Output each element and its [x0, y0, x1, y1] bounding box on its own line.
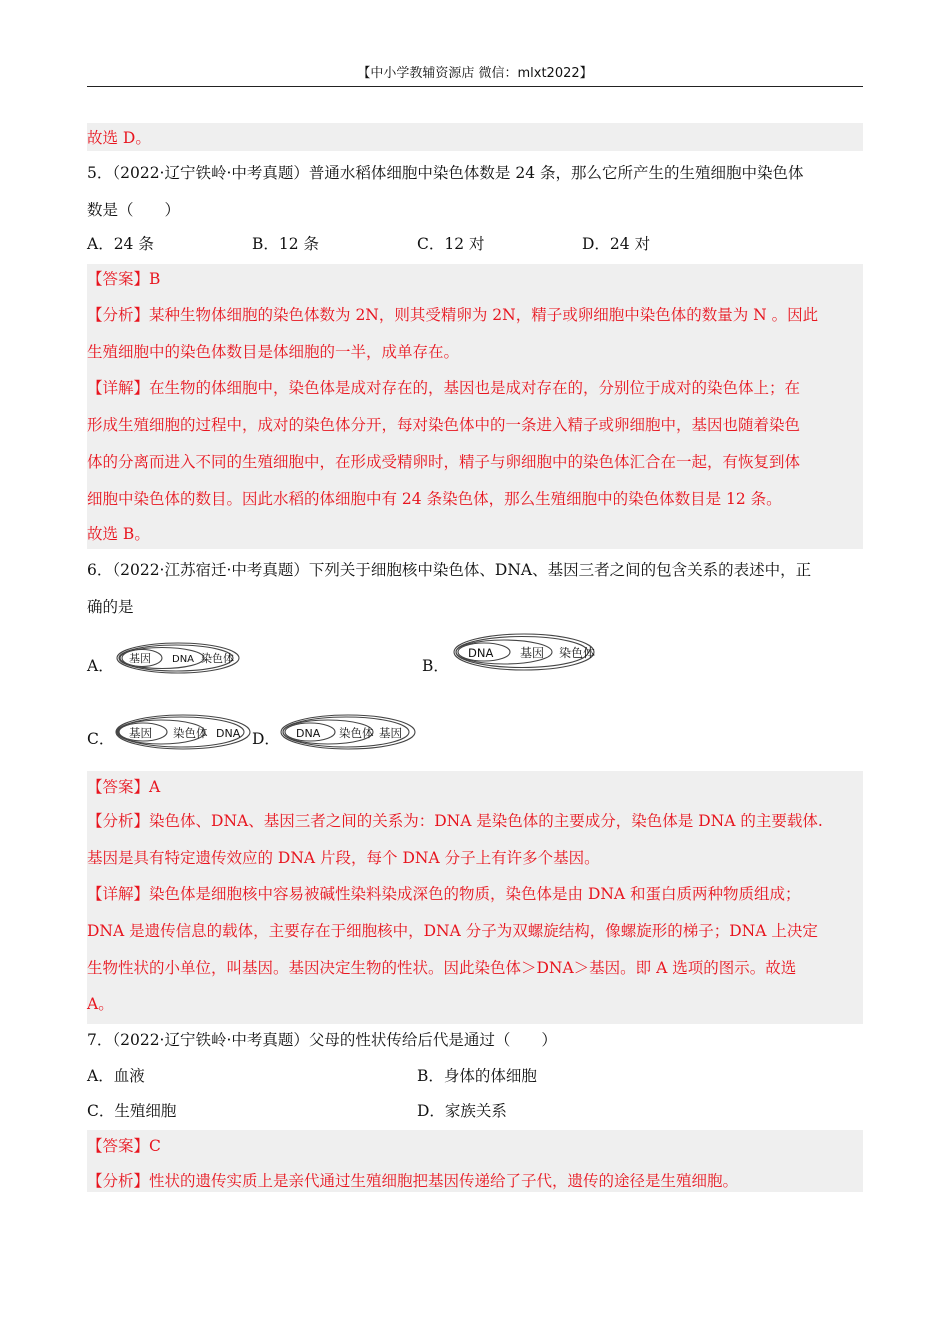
q6-option-c-diagram	[113, 712, 253, 752]
q6-answer-tag: 【答案】	[87, 778, 150, 796]
a-label-gene: 基因	[129, 652, 151, 665]
q7-option-d: D．家族关系	[417, 1102, 507, 1120]
q6-detail-text1: 染色体是细胞核中容易被碱性染料染成深色的物质，染色体是由 DNA 和蛋白质两种物质组成；	[149, 885, 801, 903]
q7-answer-tag: 【答案】	[87, 1137, 150, 1155]
a-label-chromosome: 染色体	[201, 652, 234, 665]
q5-analysis-line1	[87, 305, 818, 325]
q6-answer-value: A	[149, 778, 161, 796]
q5-analysis-tag: 【分析】	[87, 306, 150, 324]
q5-detail-line1	[87, 378, 800, 398]
q6-analysis-line1	[87, 811, 823, 831]
q5-option-b: B．12 条	[252, 235, 320, 253]
q5-answer-value: B	[149, 270, 161, 288]
q7-answer-value: C	[149, 1137, 161, 1155]
q7-stem: 7．（2022·辽宁铁岭·中考真题）父母的性状传给后代是通过（ ）	[87, 1031, 557, 1049]
q7-option-a: A．血液	[87, 1067, 145, 1085]
q7-analysis	[87, 1171, 738, 1191]
c-label-chromosome: 染色体	[173, 726, 208, 740]
a-label-dna: DNA	[172, 654, 195, 665]
q7-option-c: C．生殖细胞	[87, 1102, 177, 1120]
q5-detail-tag: 【详解】	[87, 379, 150, 397]
q6-option-d-diagram	[278, 712, 418, 752]
prev-conclusion: 故选 D。	[87, 129, 151, 147]
q5-option-d: D．24 对	[582, 235, 651, 253]
q6-option-d-letter: D．	[252, 730, 280, 748]
q5-analysis-text1: 某种生物体细胞的染色体数为 2N，则其受精卵为 2N，精子或卵细胞中染色体的数量为 N 。因此	[149, 306, 819, 324]
b-label-dna: DNA	[468, 646, 494, 660]
q6-detail-line2: DNA 是遗传信息的载体，主要存在于细胞核中，DNA 分子为双螺旋结构，像螺旋形的梯子；DNA 上决定	[87, 922, 818, 940]
q5-detail-line3: 体的分离而进入不同的生殖细胞中，在形成受精卵时，精子与卵细胞中的染色体汇合在一起，有恢复到体	[87, 453, 801, 471]
q6-analysis-text1: 染色体、DNA、基因三者之间的关系为：DNA 是染色体的主要成分，染色体是 DNA 的主要载体.	[149, 812, 823, 830]
q6-detail-line1	[87, 884, 801, 904]
header-divider	[87, 86, 863, 87]
q6-detail-line4: A。	[87, 995, 114, 1013]
q5-detail-line2: 形成生殖细胞的过程中，成对的染色体分开，每对染色体中的一条进入精子或卵细胞中，基因也随着染色	[87, 416, 801, 434]
q6-detail-line3: 生物性状的小单位，叫基因。基因决定生物的性状。因此染色体＞DNA＞基因。即 A 选项的图示。故选	[87, 959, 797, 977]
q7-analysis-text: 性状的遗传实质上是亲代通过生殖细胞把基因传递给了子代，遗传的途径是生殖细胞。	[149, 1172, 739, 1190]
q6-option-c-letter: C．	[87, 730, 115, 748]
q7-answer	[87, 1136, 161, 1156]
q5-option-a: A．24 条	[87, 235, 154, 253]
d-label-chromosome: 染色体	[339, 726, 374, 740]
q7-analysis-tag: 【分析】	[87, 1172, 150, 1190]
q6-stem-line2: 确的是	[87, 598, 134, 616]
q6-detail-tag: 【详解】	[87, 885, 150, 903]
b-label-gene: 基因	[520, 646, 545, 660]
q5-option-c: C．12 对	[417, 235, 485, 253]
q6-analysis-tag: 【分析】	[87, 812, 150, 830]
q6-option-a-letter: A．	[87, 657, 114, 675]
q5-answer	[87, 269, 160, 289]
q6-option-a-diagram	[115, 642, 245, 676]
q5-answer-tag: 【答案】	[87, 270, 150, 288]
prev-solution-block	[87, 123, 863, 151]
q6-option-b-letter: B．	[422, 657, 449, 675]
q5-stem-line2: 数是（ ）	[87, 201, 181, 219]
page-header: 【中小学教辅资源店 微信：mlxt2022】	[357, 66, 593, 81]
q5-analysis-line2: 生殖细胞中的染色体数目是体细胞的一半，成单存在。	[87, 343, 460, 361]
q5-stem-line1: 5．（2022·辽宁铁岭·中考真题）普通水稻体细胞中染色体数是 24 条，那么它所产生的生殖细胞中染色体	[87, 164, 804, 182]
c-label-gene: 基因	[129, 726, 152, 740]
d-label-gene: 基因	[379, 726, 402, 740]
q6-answer	[87, 777, 160, 797]
q6-option-b-diagram	[452, 633, 602, 673]
c-label-dna: DNA	[216, 727, 241, 740]
q5-detail-line4: 细胞中染色体的数目。因此水稻的体细胞中有 24 条染色体，那么生殖细胞中的染色体数目是 12 条。	[87, 490, 782, 508]
q5-detail-text1: 在生物的体细胞中，染色体是成对存在的，基因也是成对存在的，分别位于成对的染色体上；在	[149, 379, 801, 397]
d-label-dna: DNA	[296, 727, 321, 740]
q7-option-b: B．身体的体细胞	[417, 1067, 537, 1085]
b-label-chromosome: 染色体	[559, 646, 596, 660]
q6-analysis-line2: 基因是具有特定遗传效应的 DNA 片段，每个 DNA 分子上有许多个基因。	[87, 849, 600, 867]
q5-conclusion: 故选 B。	[87, 525, 150, 543]
q6-stem-line1: 6．（2022·江苏宿迁·中考真题）下列关于细胞核中染色体、DNA、基因三者之间的包含关系的表述中，正	[87, 561, 812, 579]
